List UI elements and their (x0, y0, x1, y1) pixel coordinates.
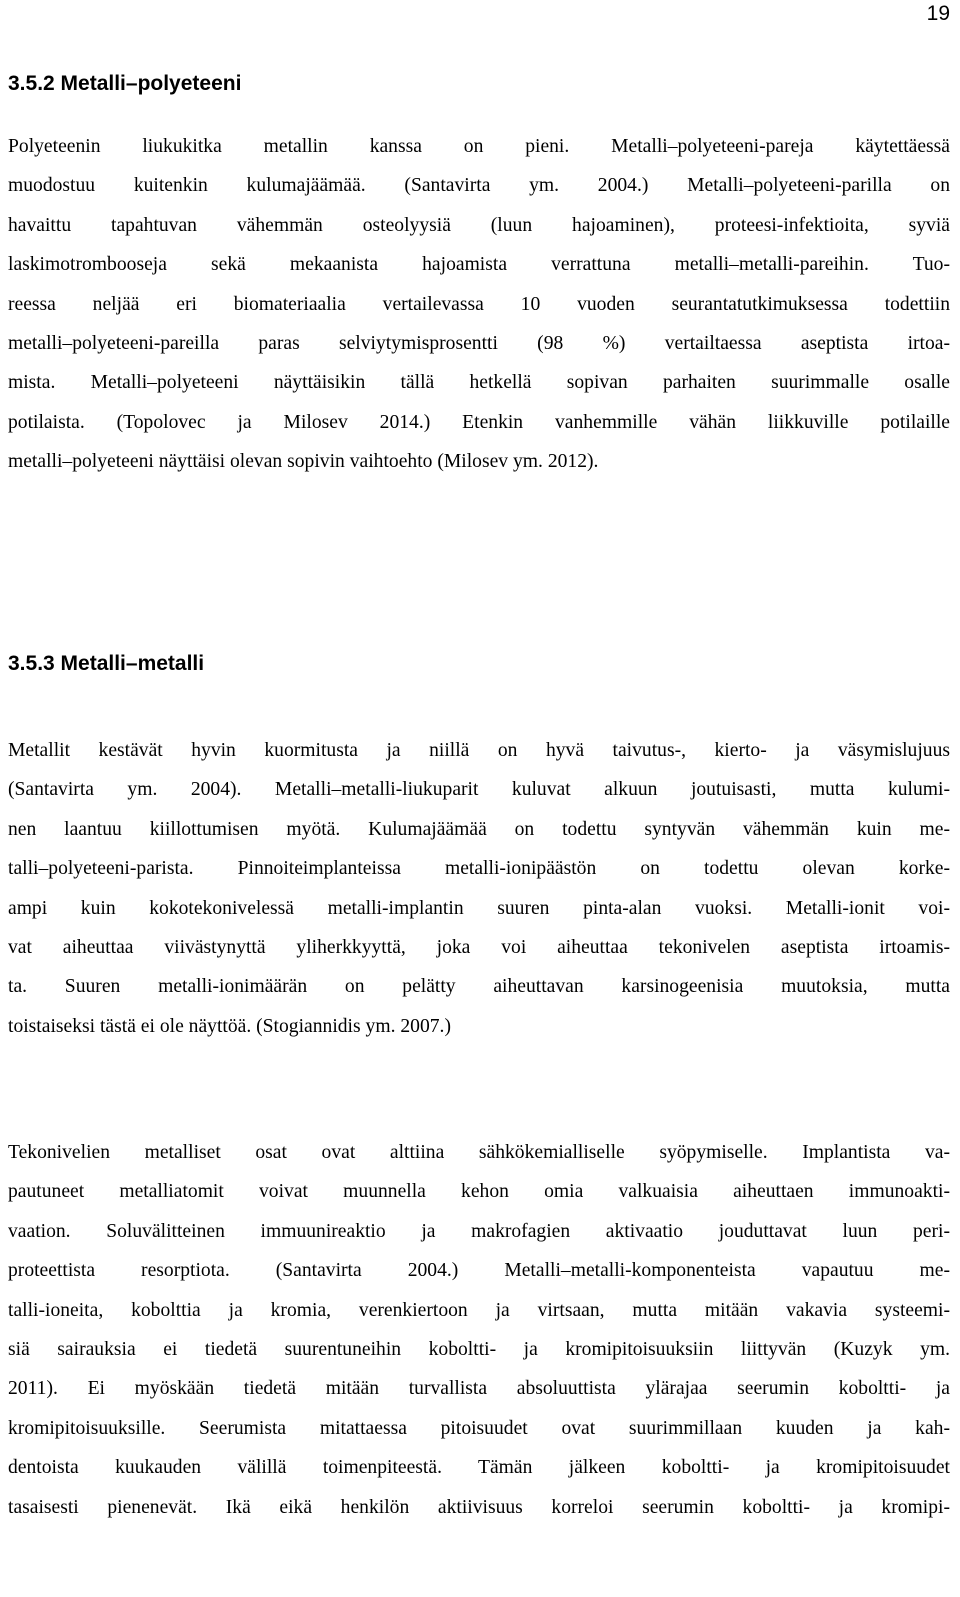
section-heading-3-5-3: 3.5.3 Metalli–metalli (8, 652, 205, 675)
section-heading-3-5-2: 3.5.2 Metalli–polyeteeni (8, 72, 242, 95)
text-line: ta. Suuren metalli-ionimäärän on pelätty aiheuttavan karsinogeenisia muutoksia, mutta (8, 976, 950, 998)
text-line: metalli–polyeteeni-pareilla paras selviytymisprosentti (98 %) vertailtaessa aseptista irtoa- (8, 332, 950, 354)
text-line: muodostuu kuitenkin kulumajäämää. (Santavirta ym. 2004.) Metalli–polyeteeni-parilla on (8, 175, 950, 197)
paragraph (8, 127, 950, 482)
text-line: Tekonivelien metalliset osat ovat alttiina sähkökemialliselle syöpymiselle. Implantista va- (8, 1142, 950, 1163)
text-line: Metallit kestävät hyvin kuormitusta ja niillä on hyvä taivutus-, kierto- ja väsymislujuus (8, 740, 950, 761)
text-line: kromipitoisuuksille. Seerumista mitattaessa pitoisuudet ovat suurimmillaan kuuden ja kah- (8, 1417, 950, 1439)
text-line: vat aiheuttaa viivästynyttä yliherkkyyttä, joka voi aiheuttaa tekonivelen aseptista irtoamis- (8, 936, 950, 958)
text-line: siä sairauksia ei tiedetä suurentuneihin koboltti- ja kromipitoisuuksiin liittyvän (Kuzyk ym. (8, 1338, 950, 1360)
text-line: metalli–polyeteeni näyttäisi olevan sopivin vaihtoehto (Milosev ym. 2012). (8, 451, 599, 473)
page-number: 19 (926, 2, 950, 25)
text-line: mista. Metalli–polyeteeni näyttäisikin tällä hetkellä sopivan parhaiten suurimmalle osalle (8, 372, 950, 394)
text-line: potilaista. (Topolovec ja Milosev 2014.) Etenkin vanhemmille vähän liikkuville potilaille (8, 411, 950, 433)
text-line: toistaiseksi tästä ei ole näyttöä. (Stogiannidis ym. 2007.) (8, 1015, 451, 1037)
text-line: tasaisesti pienenevät. Ikä eikä henkilön aktiivisuus korreloi seerumin koboltti- ja kromipi- (8, 1496, 950, 1518)
text-line: proteettista resorptiota. (Santavirta 2004.) Metalli–metalli-komponenteista vapautuu me- (8, 1260, 950, 1282)
text-line: reessa neljää eri biomateriaalia vertailevassa 10 vuoden seurantatutkimuksessa todettiin (8, 293, 950, 315)
text-line: 2011). Ei myöskään tiedetä mitään turvallista absoluuttista ylärajaa seerumin koboltti- ja (8, 1378, 950, 1400)
text-line: ampi kuin kokotekonivelessä metalli-implantin suuren pinta-alan vuoksi. Metalli-ionit voi- (8, 897, 950, 919)
paragraph (8, 1133, 950, 1527)
text-line: nen laantuu kiillottumisen myötä. Kulumajäämää on todettu syntyvän vähemmän kuin me- (8, 818, 950, 840)
text-line: laskimotrombooseja sekä mekaanista hajoamista verrattuna metalli–metalli-pareihin. Tuo- (8, 254, 950, 276)
text-line: havaittu tapahtuvan vähemmän osteolyysiä (luun hajoaminen), proteesi-infektioita, syviä (8, 214, 950, 236)
text-line: (Santavirta ym. 2004). Metalli–metalli-liukuparit kuluvat alkuun joutuisasti, mutta kulumi- (8, 779, 950, 801)
paragraph (8, 731, 950, 1046)
text-line: talli–polyeteeni-parista. Pinnoiteimplanteissa metalli-ionipäästön on todettu olevan korke- (8, 858, 950, 880)
text-line: vaation. Soluvälitteinen immuunireaktio ja makrofagien aktivaatio jouduttavat luun peri- (8, 1220, 950, 1242)
text-line: pautuneet metalliatomit voivat muunnella kehon omia valkuaisia aiheuttaen immunoakti- (8, 1181, 950, 1203)
text-line: talli-ioneita, kobolttia ja kromia, verenkiertoon ja virtsaan, mutta mitään vakavia systeemi- (8, 1299, 950, 1321)
text-line: Polyeteenin liukukitka metallin kanssa on pieni. Metalli–polyeteeni-pareja käytettäessä (8, 136, 950, 157)
text-line: dentoista kuukauden välillä toimenpiteestä. Tämän jälkeen koboltti- ja kromipitoisuudet (8, 1457, 950, 1479)
